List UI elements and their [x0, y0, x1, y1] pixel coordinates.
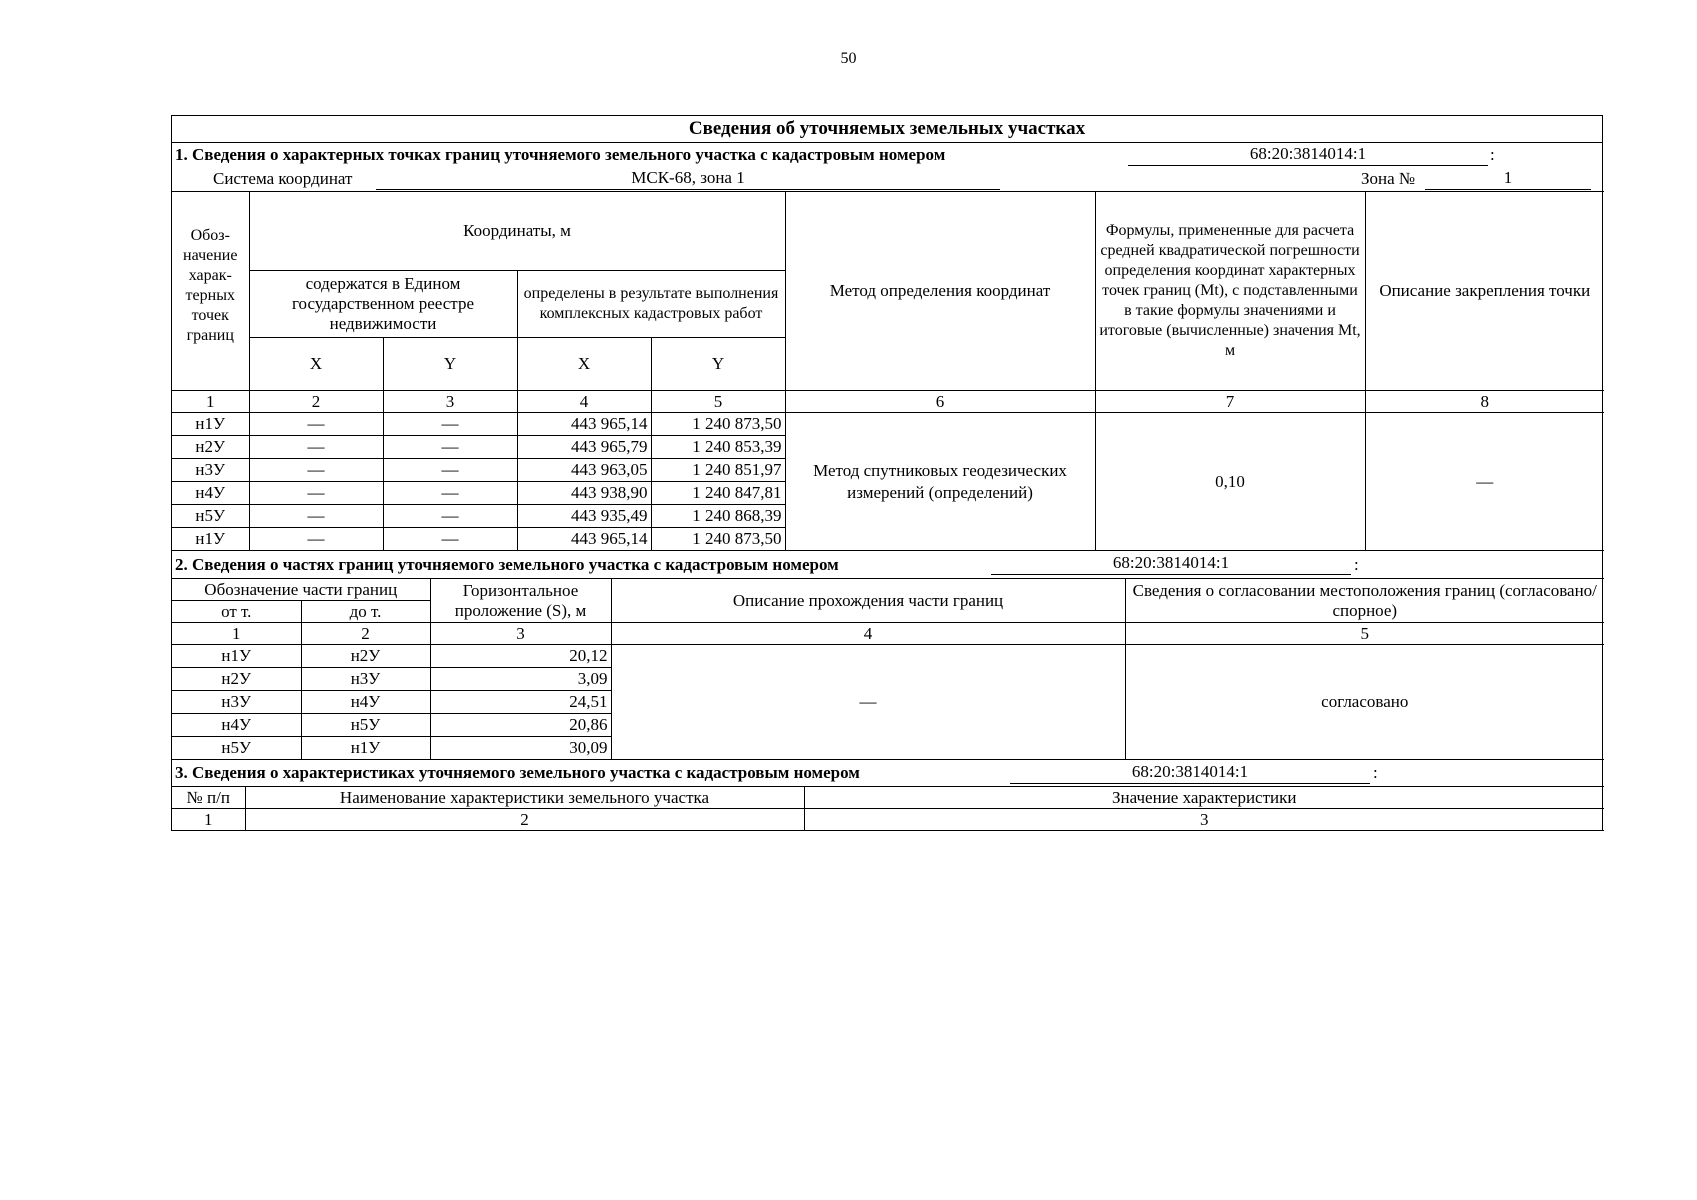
fixing-value: — — [1365, 413, 1604, 551]
egrn-x: — — [249, 528, 383, 551]
coordinate-system-line — [172, 167, 1602, 191]
agreement-value: согласовано — [1125, 645, 1604, 760]
egrn-y: — — [383, 459, 517, 482]
col-number: 1 — [172, 809, 245, 831]
section2-colon: : — [1354, 555, 1359, 574]
complex-x: 443 938,90 — [517, 482, 651, 505]
complex-y: 1 240 853,39 — [651, 436, 785, 459]
header-no: № п/п — [172, 787, 245, 809]
mt-value: 0,10 — [1095, 413, 1365, 551]
complex-y: 1 240 873,50 — [651, 528, 785, 551]
part-length: 20,86 — [430, 714, 611, 737]
section1-cadastral-number: 68:20:3814014:1 — [1128, 143, 1488, 166]
section1-colon: : — [1490, 145, 1495, 164]
section1-heading — [172, 143, 1602, 167]
complex-x: 443 965,14 — [517, 413, 651, 436]
header-length: Горизонтальное проложение (S), м — [430, 579, 611, 623]
section3-colon: : — [1373, 763, 1378, 782]
method-value: Метод спутниковых геодезических измерений (определений) — [785, 413, 1095, 551]
part-length: 30,09 — [430, 737, 611, 760]
col-number: 5 — [651, 391, 785, 413]
section2-heading — [172, 551, 1602, 578]
egrn-x: — — [249, 482, 383, 505]
part-length: 24,51 — [430, 691, 611, 714]
points-table — [172, 191, 1604, 551]
egrn-y: — — [383, 528, 517, 551]
header-value: Значение характеристики — [804, 787, 1604, 809]
complex-y: 1 240 851,97 — [651, 459, 785, 482]
part-to: н4У — [301, 691, 430, 714]
col-number: 7 — [1095, 391, 1365, 413]
header-description: Описание прохождения части границ — [611, 579, 1125, 623]
section2-heading-text: 2. Сведения о частях границ уточняемого земельного участка с кадастровым номером — [175, 555, 839, 574]
point-name: н4У — [172, 482, 249, 505]
part-to: н1У — [301, 737, 430, 760]
part-from: н2У — [172, 668, 301, 691]
col-number: 1 — [172, 391, 249, 413]
header-x1: X — [249, 338, 383, 391]
complex-x: 443 935,49 — [517, 505, 651, 528]
section2-cadastral-number: 68:20:3814014:1 — [991, 552, 1351, 575]
col-number: 3 — [430, 623, 611, 645]
complex-y: 1 240 868,39 — [651, 505, 785, 528]
egrn-x: — — [249, 413, 383, 436]
section1-heading-text: 1. Сведения о характерных точках границ уточняемого земельного участка с кадастровым номером — [175, 145, 946, 164]
col-number: 8 — [1365, 391, 1604, 413]
col-number: 4 — [611, 623, 1125, 645]
header-coordinates: Координаты, м — [249, 192, 785, 271]
col-number: 2 — [301, 623, 430, 645]
col-number: 1 — [172, 623, 301, 645]
header-name: Наименование характеристики земельного участка — [245, 787, 804, 809]
egrn-x: — — [249, 505, 383, 528]
egrn-x: — — [249, 459, 383, 482]
coord-system-value: МСК-68, зона 1 — [376, 167, 1000, 190]
zone-label: Зона № — [1361, 169, 1416, 188]
complex-x: 443 965,14 — [517, 528, 651, 551]
zone-value: 1 — [1425, 167, 1591, 190]
egrn-y: — — [383, 436, 517, 459]
header-from: от т. — [172, 601, 301, 623]
section3-heading — [172, 760, 1602, 786]
header-complex: определены в результате выполнения комплексных кадастровых работ — [517, 271, 785, 338]
part-to: н3У — [301, 668, 430, 691]
header-designation: Обоз-начение харак-терных точек границ — [172, 192, 249, 391]
header-to: до т. — [301, 601, 430, 623]
table-row — [172, 645, 1604, 668]
header-method: Метод определения координат — [785, 192, 1095, 391]
header-part: Обозначение части границ — [172, 579, 430, 601]
page-title: Сведения об уточняемых земельных участках — [172, 116, 1602, 143]
part-from: н1У — [172, 645, 301, 668]
header-agreement: Сведения о согласовании местоположения границ (согласовано/спорное) — [1125, 579, 1604, 623]
col-number: 3 — [804, 809, 1604, 831]
egrn-y: — — [383, 505, 517, 528]
complex-x: 443 965,79 — [517, 436, 651, 459]
header-egrn: содержатся в Едином государственном реестре недвижимости — [249, 271, 517, 338]
point-name: н5У — [172, 505, 249, 528]
header-y1: Y — [383, 338, 517, 391]
parts-table — [172, 578, 1604, 760]
complex-y: 1 240 873,50 — [651, 413, 785, 436]
col-number: 4 — [517, 391, 651, 413]
header-formulas: Формулы, примененные для расчета средней квадратической погрешности определения координат характерных точек границ (Mt), с подставленными в такие формулы значениями и итоговые (вычисленные) значения Mt, м — [1095, 192, 1365, 391]
part-from: н5У — [172, 737, 301, 760]
col-number: 5 — [1125, 623, 1604, 645]
part-from: н4У — [172, 714, 301, 737]
document-form — [171, 115, 1603, 831]
page-number: 50 — [840, 50, 857, 67]
description-value: — — [611, 645, 1125, 760]
part-length: 20,12 — [430, 645, 611, 668]
header-x2: X — [517, 338, 651, 391]
section3-heading-text: 3. Сведения о характеристиках уточняемого земельного участка с кадастровым номером — [175, 763, 860, 782]
egrn-y: — — [383, 413, 517, 436]
section3-cadastral-number: 68:20:3814014:1 — [1010, 761, 1370, 784]
col-number: 6 — [785, 391, 1095, 413]
part-to: н2У — [301, 645, 430, 668]
point-name: н2У — [172, 436, 249, 459]
col-number: 2 — [249, 391, 383, 413]
col-number: 2 — [245, 809, 804, 831]
point-name: н1У — [172, 528, 249, 551]
point-name: н3У — [172, 459, 249, 482]
point-name: н1У — [172, 413, 249, 436]
part-to: н5У — [301, 714, 430, 737]
header-fixing: Описание закрепления точки — [1365, 192, 1604, 391]
header-y2: Y — [651, 338, 785, 391]
part-length: 3,09 — [430, 668, 611, 691]
complex-y: 1 240 847,81 — [651, 482, 785, 505]
table-row — [172, 413, 1604, 436]
egrn-y: — — [383, 482, 517, 505]
complex-x: 443 963,05 — [517, 459, 651, 482]
coord-system-label: Система координат — [213, 169, 353, 188]
part-from: н3У — [172, 691, 301, 714]
col-number: 3 — [383, 391, 517, 413]
characteristics-table — [172, 786, 1604, 831]
egrn-x: — — [249, 436, 383, 459]
